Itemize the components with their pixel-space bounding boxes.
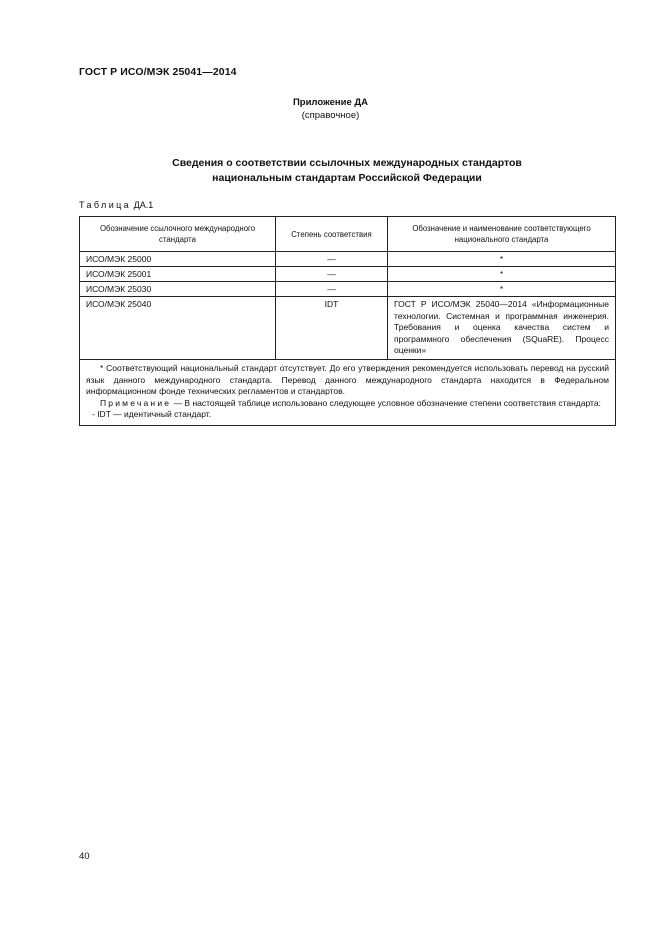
appendix-title: Приложение ДА (292, 97, 369, 108)
header-reference-standard: Обозначение ссылочного международного стандарта (80, 217, 276, 252)
header-national-standard: Обозначение и наименование соответствующего национального стандарта (388, 217, 616, 252)
section-title-line1: Сведения о соответствии ссылочных международных стандартов (172, 157, 522, 169)
note-item: - IDT — идентичный стандарт. (92, 409, 212, 420)
cell-reference: ИСО/МЭК 25000 (80, 252, 276, 267)
section-title-line2: национальным стандартам Российской Федерации (212, 172, 482, 184)
cell-national: ГОСТ Р ИСО/МЭК 25040—2014 «Информационные технологии. Системная и программная инженерия. Требования и оценка качества систем и программного обеспечения (SQuaRE). Процесс оценки» (388, 297, 616, 360)
cell-degree: IDT (276, 297, 388, 360)
cell-degree: — (276, 267, 388, 282)
cell-national: * (388, 267, 616, 282)
cell-degree: — (276, 282, 388, 297)
cell-reference: ИСО/МЭК 25040 (80, 297, 276, 360)
page-number: 40 (79, 851, 90, 862)
cell-national: * (388, 282, 616, 297)
note-text: — В настоящей таблице использовано следующее условное обозначение степени соответствия стандарта: (171, 397, 601, 408)
cell-degree: — (276, 252, 388, 267)
header-degree: Степень соответствия (276, 217, 388, 252)
table-caption-number: ДА.1 (133, 200, 154, 210)
cell-reference: ИСО/МЭК 25030 (80, 282, 276, 297)
table-row (80, 297, 616, 360)
footnote: * Соответствующий национальный стандарт отсутствует. До его утверждения рекомендуется использовать перевод на русский язык данного международного стандарта. Перевод данного международного стандарта находится в Федеральном информационном фонде технических регламентов и стандартов. (86, 362, 609, 397)
table-row (80, 282, 616, 297)
section-title (79, 156, 615, 186)
table-header-row (80, 217, 616, 252)
appendix-subtitle: (справочное) (301, 110, 360, 121)
appendix-heading (0, 96, 661, 122)
table-row (80, 267, 616, 282)
cell-reference: ИСО/МЭК 25001 (80, 267, 276, 282)
table-caption (79, 200, 153, 210)
note (86, 398, 609, 410)
note-label: Примечание (100, 397, 172, 408)
document-code: ГОСТ Р ИСО/МЭК 25041—2014 (79, 66, 237, 78)
table-notes-row (80, 359, 616, 425)
table-row (80, 252, 616, 267)
correspondence-table (79, 216, 616, 426)
cell-national: * (388, 252, 616, 267)
table-caption-word: Таблица (79, 200, 132, 210)
table-notes (80, 359, 616, 425)
